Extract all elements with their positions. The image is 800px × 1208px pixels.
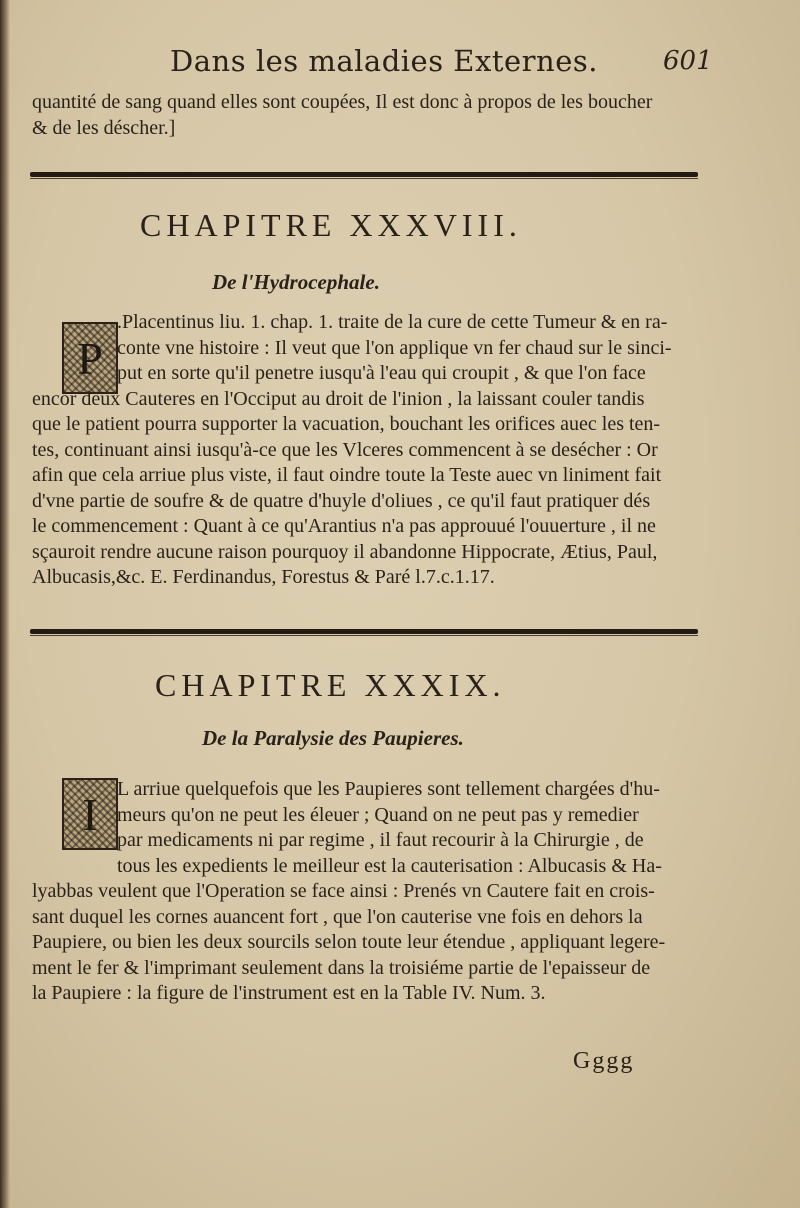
ornamental-rule <box>30 629 698 634</box>
initial-letter: I <box>82 788 98 840</box>
text-line: quantité de sang quand elles sont coupées, Il est donc à propos de les boucher <box>32 91 653 113</box>
text-line: .Placentinus liu. 1. chap. 1. traite de la cure de cette Tumeur & en ra- <box>117 311 668 333</box>
text-line: la Paupiere : la figure de l'instrument est en la Table IV. Num. 3. <box>32 982 546 1004</box>
text-line: le commencement : Quant à ce qu'Arantius n'a pas approuué l'ouuerture , il ne <box>32 515 656 537</box>
text-line: par medicaments ni par regime , il faut recourir à la Chirurgie , de <box>117 829 644 851</box>
text-line: Paupiere, ou bien les deux sourcils selon toute leur étendue , appliquant legere- <box>32 931 666 953</box>
ornamental-rule <box>30 172 698 177</box>
text-line: que le patient pourra supporter la vacuation, bouchant les orifices auec les ten- <box>32 413 661 435</box>
chapter-heading: CHAPITRE XXXIX. <box>155 667 506 703</box>
running-head: Dans les maladies Externes. <box>170 44 598 78</box>
signature-mark: Gggg <box>573 1048 635 1074</box>
text-line: tes, continuant ainsi iusqu'à-ce que les Vlceres commencent à se desécher : Or <box>32 438 658 461</box>
chapter-paragraph <box>32 777 665 1007</box>
text-line: conte vne histoire : Il veut que l'on applique vn fer chaud sur le sinci- <box>117 336 672 359</box>
text-line: sant duquel les cornes auancent fort , que l'on cauterise vne fois en dehors la <box>32 905 643 928</box>
continuation-text <box>32 90 652 141</box>
text-line: d'vne partie de soufre & de quatre d'huyle d'oliues , ce qu'il faut pratiquer dés <box>32 489 651 512</box>
text-line: Albucasis,&c. E. Ferdinandus, Forestus & Paré l.7.c.1.17. <box>32 566 495 588</box>
text-line: L arriue quelquefois que les Paupieres sont tellement chargées d'hu- <box>117 778 660 800</box>
chapter-heading: CHAPITRE XXXVIII. <box>140 207 522 243</box>
chapter-subtitle: De l'Hydrocephale. <box>212 270 380 294</box>
text-line: tous les expedients le meilleur est la cauterisation : Albucasis & Ha- <box>117 854 662 877</box>
text-line: ment le fer & l'imprimant seulement dans la troisiéme partie de l'epaisseur de <box>32 956 651 979</box>
page-number: 601 <box>663 46 713 76</box>
text-line: meurs qu'on ne peut les éleuer ; Quand on ne peut pas y remedier <box>117 803 639 826</box>
chapter-subtitle: De la Paralysie des Paupieres. <box>202 726 464 750</box>
text-line: encor deux Cauteres en l'Occiput au droit de l'inion , la laissant couler tandis <box>32 387 645 410</box>
initial-letter: P <box>77 332 103 384</box>
text-line: afin que cela arriue plus viste, il faut oindre toute la Teste auec vn liniment fait <box>32 464 662 486</box>
page-edge-shadow <box>0 0 10 1208</box>
text-line: lyabbas veulent que l'Operation se face ainsi : Prenés vn Cautere fait en crois- <box>32 880 655 902</box>
text-line: & de les déscher.] <box>32 116 176 139</box>
text-line: sçauroit rendre aucune raison pourquoy il abandonne Hippocrate, Ætius, Paul, <box>32 540 658 563</box>
text-line: put en sorte qu'il penetre iusqu'à l'eau qui croupit , & que l'on face <box>117 362 646 384</box>
chapter-paragraph <box>32 310 672 591</box>
